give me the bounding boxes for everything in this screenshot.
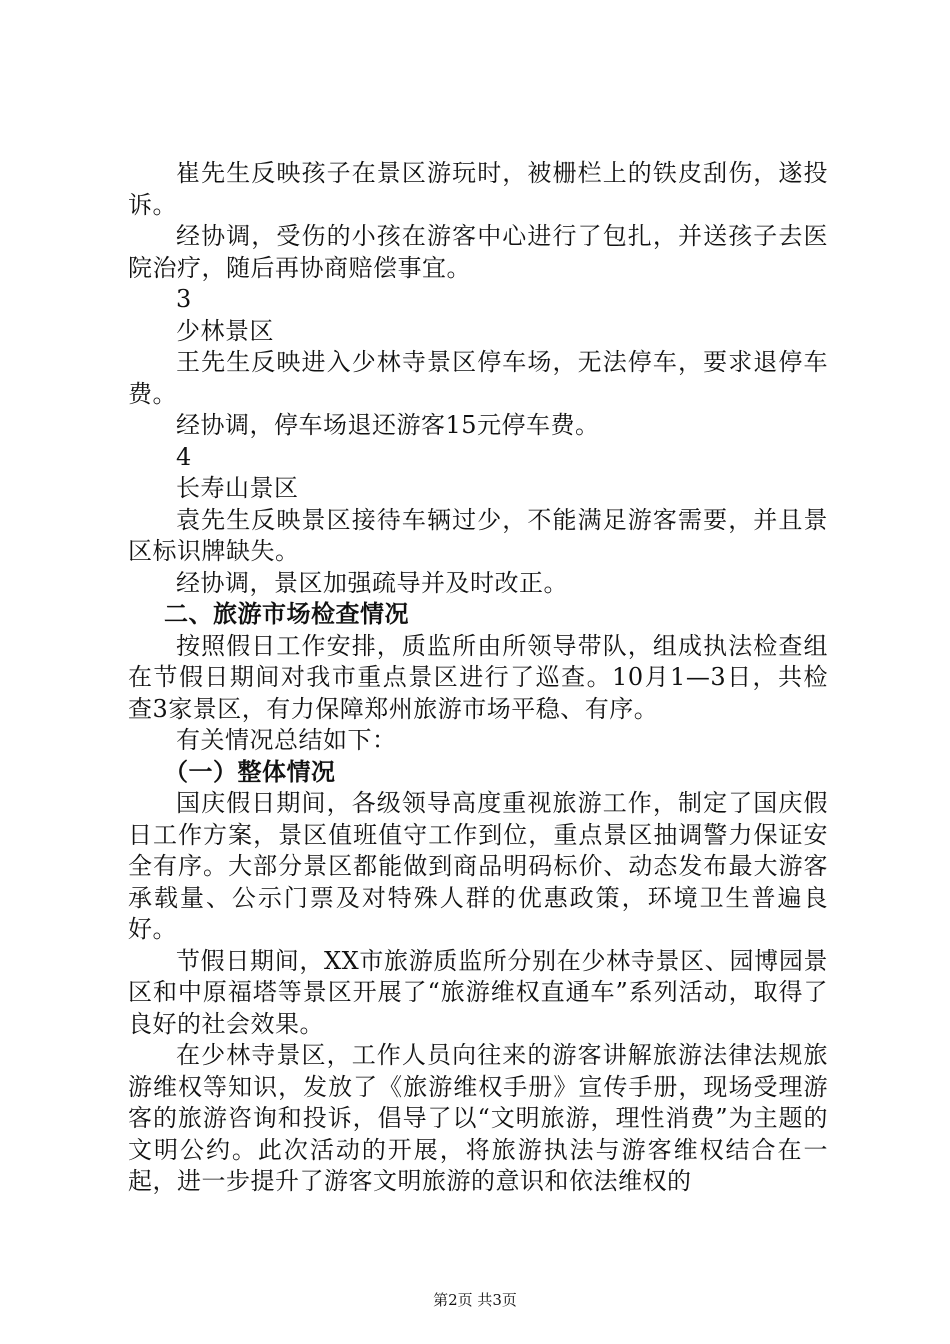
body-paragraph: 崔先生反映孩子在景区游玩时，被栅栏上的铁皮刮伤，遂投诉。 (128, 159, 828, 219)
section-heading: 二、旅游市场检查情况 (164, 600, 409, 628)
body-paragraph: 3 (176, 285, 192, 313)
body-paragraph: 有关情况总结如下： (176, 726, 397, 754)
body-paragraph: 按照假日工作安排，质监所由所领导带队，组成执法检查组在节假日期间对我市重点景区进行了巡查。10月1—3日，共检查3家景区，有力保障郑州旅游市场平稳、有序。 (128, 631, 828, 723)
body-paragraph: 王先生反映进入少林寺景区停车场，无法停车，要求退停车费。 (128, 348, 828, 408)
body-paragraph: 经协调，景区加强疏导并及时改正。 (176, 568, 568, 597)
section-heading: （一）整体情况 (164, 757, 336, 786)
body-paragraph: 节假日期间，XX市旅游质监所分别在少林寺景区、园博园景区和中原福塔等景区开展了“旅游维权直通车”系列活动，取得了良好的社会效果。 (128, 946, 828, 1038)
body-paragraph: 长寿山景区 (176, 474, 299, 502)
body-paragraph: 经协调，停车场退还游客15元停车费。 (176, 411, 600, 439)
body-paragraph: 经协调，受伤的小孩在游客中心进行了包扎，并送孩子去医院治疗，随后再协商赔偿事宜。 (128, 222, 828, 282)
body-paragraph: 4 (176, 442, 192, 471)
body-paragraph: 国庆假日期间，各级领导高度重视旅游工作，制定了国庆假日工作方案，景区值班值守工作到位，重点景区抽调警力保证安全有序。大部分景区都能做到商品明码标价、动态发布最大游客承载量、公示门票及对特殊人群的优惠政策，环境卫生普遍良好。 (128, 789, 828, 943)
document-body (128, 158, 828, 1198)
body-paragraph: 袁先生反映景区接待车辆过少，不能满足游客需要，并且景区标识牌缺失。 (128, 505, 828, 565)
body-paragraph: 少林景区 (176, 316, 274, 345)
page-footer: 第2页 共3页 (433, 1291, 517, 1309)
body-paragraph: 在少林寺景区，工作人员向往来的游客讲解旅游法律法规旅游维权等知识，发放了《旅游维权手册》宣传手册，现场受理游客的旅游咨询和投诉，倡导了以“文明旅游，理性消费”为主题的文明公约。此次活动的开展，将旅游执法与游客维权结合在一起，进一步提升了游客文明旅游的意识和依法维权的 (128, 1041, 828, 1195)
